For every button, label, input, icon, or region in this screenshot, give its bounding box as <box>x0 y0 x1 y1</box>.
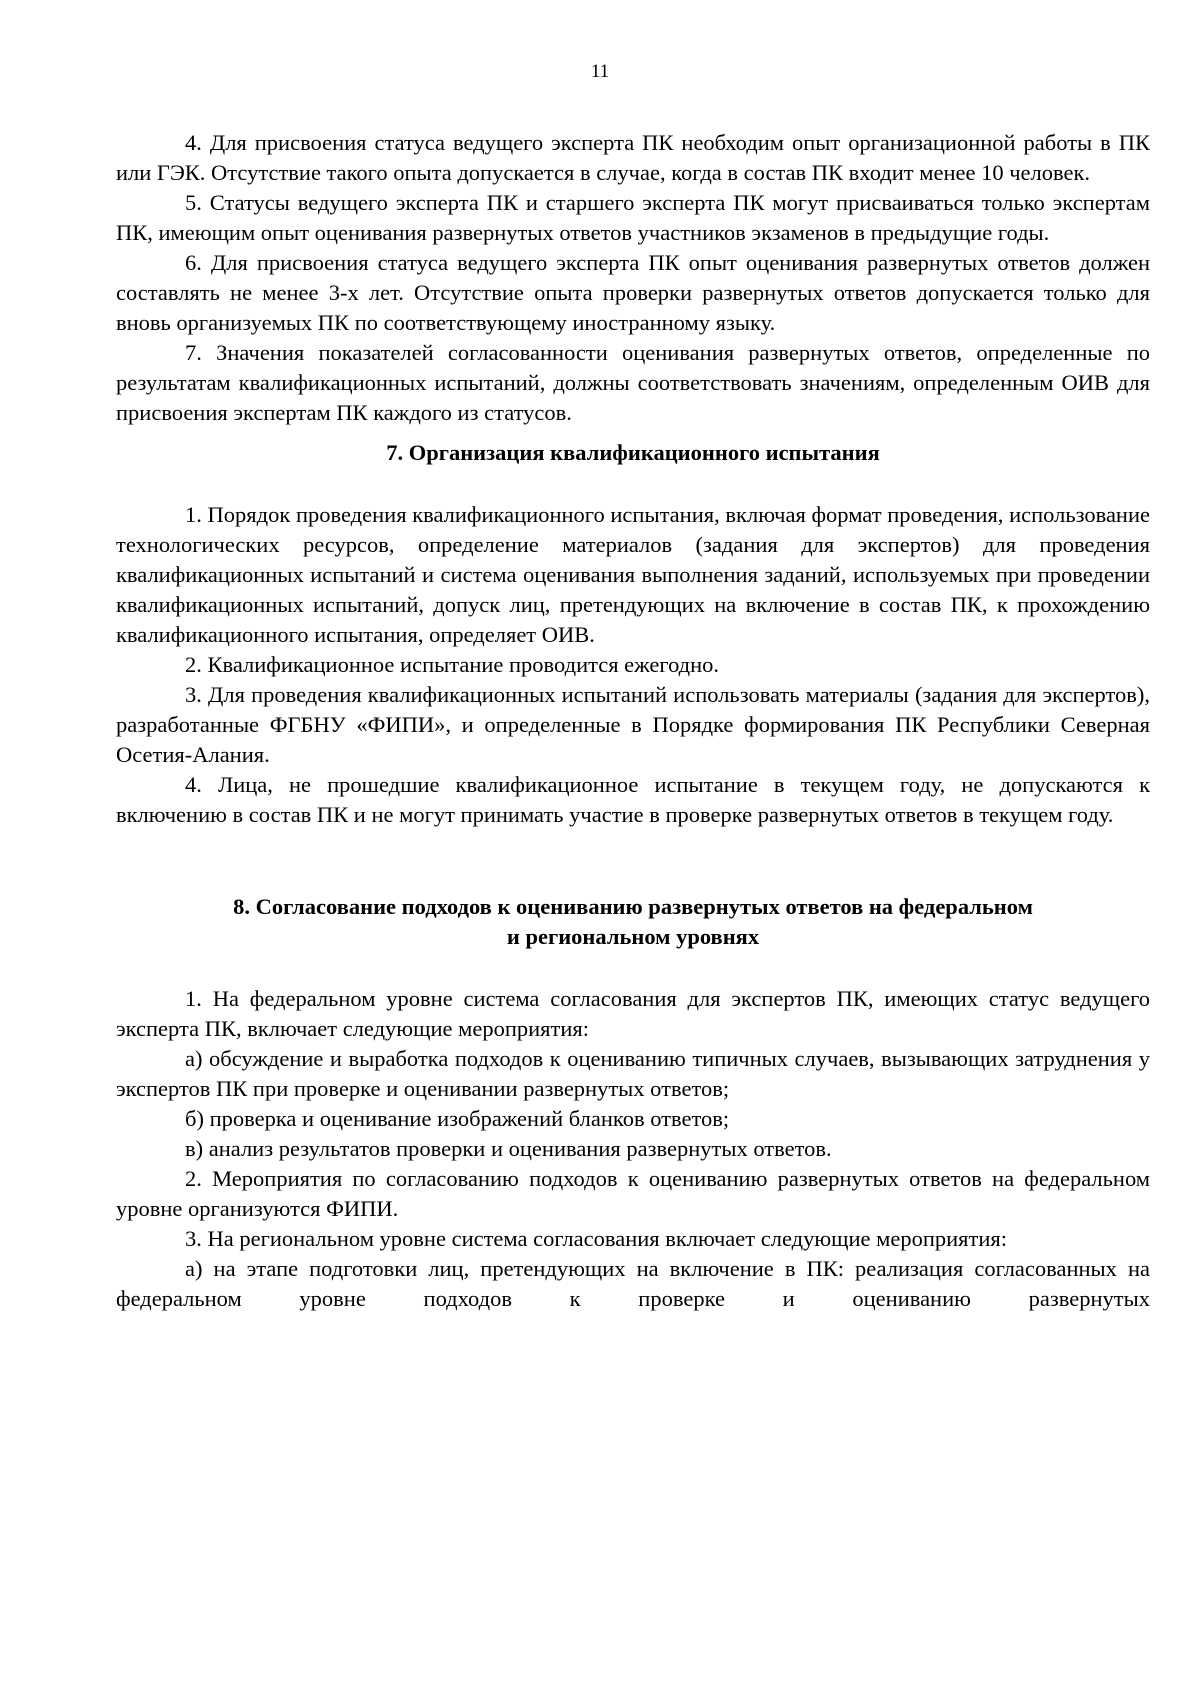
section-7-heading: 7. Организация квалификационного испытания <box>386 440 880 465</box>
paragraph: 1. На федеральном уровне система согласования для экспертов ПК, имеющих статус ведущего эксперта ПК, включает следующие мероприятия: <box>116 986 1150 1041</box>
section-8-heading <box>116 892 1150 952</box>
paragraph: 7. Значения показателей согласованности оценивания развернутых ответов, определенные по результатам квалификационных испытаний, должны соответствовать значениям, определенным ОИВ для присвоения экспертам ПК каждого из статусов. <box>116 340 1150 425</box>
paragraph: 6. Для присвоения статуса ведущего эксперта ПК опыт оценивания развернутых ответов должен составлять не менее 3-х лет. Отсутствие опыта проверки развернутых ответов допускается только для вновь организуемых ПК по соответствующему иностранному языку. <box>116 250 1150 335</box>
list-item: в) анализ результатов проверки и оценивания развернутых ответов. <box>185 1136 832 1161</box>
paragraph: 2. Мероприятия по согласованию подходов к оцениванию развернутых ответов на федеральном уровне организуются ФИПИ. <box>116 1166 1150 1221</box>
list-item: б) проверка и оценивание изображений бланков ответов; <box>185 1106 730 1131</box>
page-content <box>116 128 1150 1314</box>
paragraph: 5. Статусы ведущего эксперта ПК и старшего эксперта ПК могут присваиваться только экспертам ПК, имеющим опыт оценивания развернутых ответов участников экзаменов в предыдущие годы. <box>116 190 1150 245</box>
list-item: а) на этапе подготовки лиц, претендующих на включение в ПК: реализация согласованных на федеральном уровне подходов к проверке и оцениванию развернутых <box>116 1256 1150 1311</box>
section-8-heading-line-1: 8. Согласование подходов к оцениванию развернутых ответов на федеральном <box>233 894 1033 919</box>
list-item: а) обсуждение и выработка подходов к оцениванию типичных случаев, вызывающих затруднения у экспертов ПК при проверке и оценивании развернутых ответов; <box>116 1046 1150 1101</box>
paragraph: 1. Порядок проведения квалификационного испытания, включая формат проведения, использование технологических ресурсов, определение материалов (задания для экспертов) для проведения квалификационных испытаний и система оценивания выполнения заданий, используемых при проведении квалификационных испытаний, допуск лиц, претендующих на включение в состав ПК, к прохождению квалификационного испытания, определяет ОИВ. <box>116 502 1150 647</box>
section-8-heading-line-2: и региональном уровнях <box>506 924 760 949</box>
paragraph: 2. Квалификационное испытание проводится ежегодно. <box>185 652 720 677</box>
paragraph: 4. Для присвоения статуса ведущего эксперта ПК необходим опыт организационной работы в ПК или ГЭК. Отсутствие такого опыта допускается в случае, когда в состав ПК входит менее 10 человек. <box>116 130 1150 185</box>
page-number: 11 <box>590 61 610 82</box>
paragraph: 3. Для проведения квалификационных испытаний использовать материалы (задания для экспертов), разработанные ФГБНУ «ФИПИ», и определенные в Порядке формирования ПК Республики Северная Осетия-Алания. <box>116 682 1150 767</box>
paragraph: 4. Лица, не прошедшие квалификационное испытание в текущем году, не допускаются к включению в состав ПК и не могут принимать участие в проверке развернутых ответов в текущем году. <box>116 772 1150 827</box>
paragraph: 3. На региональном уровне система согласования включает следующие мероприятия: <box>185 1226 1008 1251</box>
